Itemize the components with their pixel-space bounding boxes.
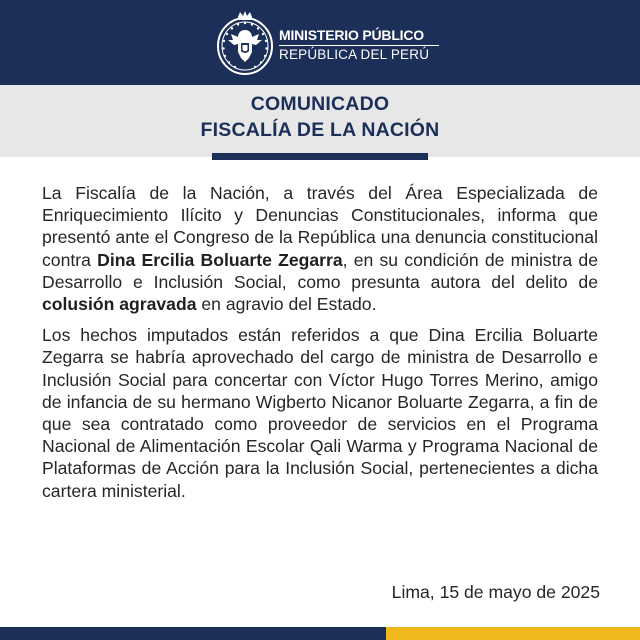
ministry-logo-text xyxy=(279,28,439,62)
date-line: Lima, 15 de mayo de 2025 xyxy=(391,582,600,602)
paragraph-1 xyxy=(42,182,598,315)
paragraph-1-text-1: La Fiscalía de la Nación, a través del Área Especializada de Enriquecimiento Ilícito y Denuncias Constitucionales, informa que presentó ante el Congreso de la República una denuncia constitucional contra xyxy=(42,183,598,270)
country-name: REPÚBLICA DEL PERÚ xyxy=(279,45,439,62)
title-comunicado: COMUNICADO xyxy=(250,93,390,115)
crime-name: colusión agravada xyxy=(42,294,197,315)
paragraph-1-text-3: en agravio del Estado. xyxy=(196,294,377,315)
header-bar xyxy=(0,0,640,85)
paragraph-2: Los hechos imputados están referidos a que Dina Ercilia Boluarte Zegarra se habría aprovechado del cargo de ministra de Desarrollo e Inclusión Social para concertar con Víctor Hugo Torres Merino, amigo de infancia de su hermano Wigberto Nicanor Boluarte Zegarra, a fin de que sea contratado como proveedor de servicios en el Programa Nacional de Alimentación Escolar Qali Warma y Programa Nacional de Plataformas de Acción para la Inclusión Social, pertenecientes a dicha cartera ministerial. xyxy=(42,325,598,501)
title-underline xyxy=(212,153,428,160)
footer-bar-gold xyxy=(386,627,640,640)
title-fiscalia: FISCALÍA DE LA NACIÓN xyxy=(200,119,440,141)
accused-name: Dina Ercilia Boluarte Zegarra xyxy=(97,249,343,270)
ministry-name: MINISTERIO PÚBLICO xyxy=(279,27,424,43)
footer-bar-navy xyxy=(0,627,386,640)
paragraph-1-text-2: , en su condición de ministra de Desarrollo e Inclusión Social, como presunta autora del delito de xyxy=(42,249,599,292)
coat-of-arms-icon xyxy=(216,10,274,76)
statement-body xyxy=(42,182,598,502)
